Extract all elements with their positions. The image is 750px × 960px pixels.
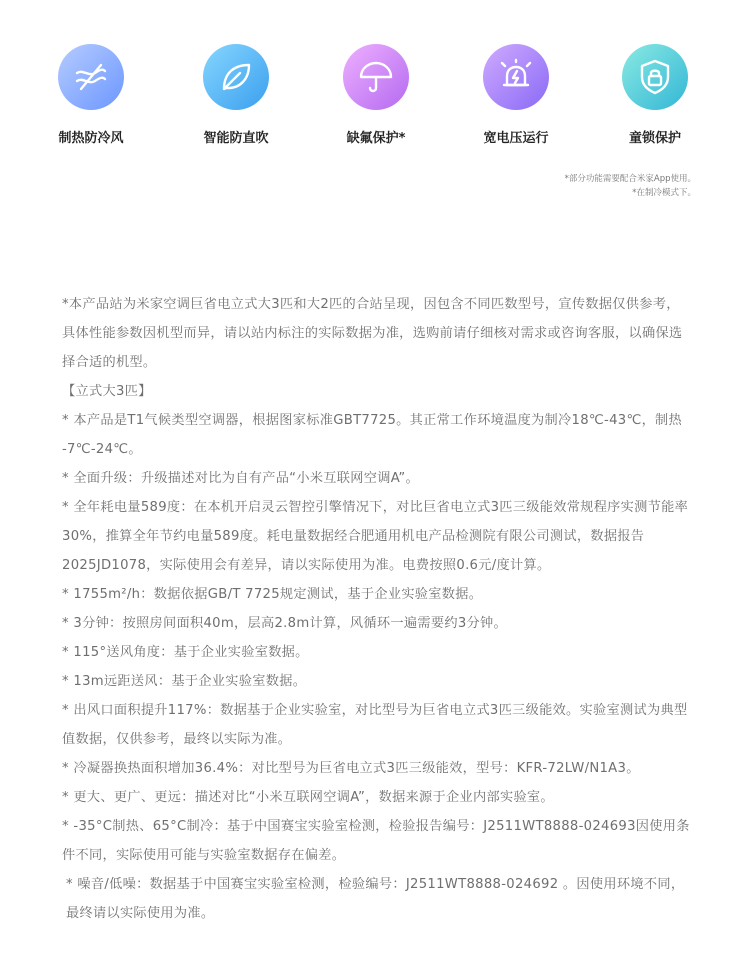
disclaimer-section-title: 【立式大3匹】	[62, 384, 152, 399]
alarm-bell-icon	[483, 44, 549, 110]
disclaimer-item: * 13m远距送风：基于企业实验室数据。	[62, 674, 307, 689]
feature-label: 智能防直吹	[203, 131, 269, 146]
feature-label: 缺氟保护*	[346, 131, 406, 146]
feature-label: 童锁保护	[628, 131, 681, 146]
disclaimer-item: * 冷凝器换热面积增加36.4%：对比型号为巨省电立式3匹三级能效，型号：KFR-72LW/N1A3。	[62, 761, 640, 776]
disclaimer-item: * -35°C制热、65°C制冷：基于中国赛宝实验室检测，检验报告编号：J2511WT8888-024693因使用条件不同，实际使用可能与实验室数据存在偏差。	[62, 819, 690, 863]
feature-label: 宽电压运行	[483, 131, 549, 146]
footnotes	[565, 172, 696, 200]
child-lock-icon	[622, 44, 688, 110]
disclaimer-item: * 115°送风角度：基于企业实验室数据。	[62, 645, 309, 660]
feature-child-lock	[585, 40, 725, 146]
feature-icons-row	[0, 40, 750, 150]
heat-anti-cold-wind-icon	[58, 44, 124, 110]
footnote-cooling-mode: *在制冷模式下。	[632, 188, 696, 198]
disclaimer-item: * 更大、更广、更远：描述对比“小米互联网空调A”，数据来源于企业内部实验室。	[62, 790, 554, 805]
footnote-app: *部分功能需要配合米家App使用。	[564, 174, 696, 184]
disclaimer-intro: *本产品站为米家空调巨省电立式大3匹和大2匹的合站呈现，因包含不同匹数型号，宣传数据仅供参考，具体性能参数因机型而异，请以站内标注的实际数据为准，选购前请仔细核对需求或咨询客服，以确保选择合适的机型。	[62, 297, 683, 370]
feature-smart-anti-direct-blow	[166, 40, 306, 146]
disclaimer-item: * 全年耗电量589度：在本机开启灵云智控引擎情况下，对比巨省电立式3匹三级能效常规程序实测节能率30%，推算全年节约电量589度。耗电量数据经合肥通用机电产品检测院有限公司测试，数据报告2025JD1078，实际使用会有差异，请以实际使用为准。电费按照0.6元/度计算。	[62, 500, 689, 573]
feature-label: 制热防冷风	[58, 131, 124, 146]
disclaimer-item: * 噪音/低噪：数据基于中国赛宝实验室检测，检验编号：J2511WT8888-024692 。因使用环境不同，最终请以实际使用为准。	[66, 877, 685, 921]
leaf-icon	[203, 44, 269, 110]
feature-refrigerant-protection	[306, 40, 446, 146]
disclaimer-item: * 全面升级：升级描述对比为自有产品“小米互联网空调A”。	[62, 471, 420, 486]
disclaimer-item: * 3分钟：按照房间面积40m，层高2.8m计算，风循环一遍需要约3分钟。	[62, 616, 507, 631]
disclaimer-item: * 1755m²/h：数据依据GB/T 7725规定测试，基于企业实验室数据。	[62, 587, 483, 602]
disclaimer-item: * 出风口面积提升117%：数据基于企业实验室，对比型号为巨省电立式3匹三级能效。实验室测试为典型值数据，仅供参考，最终以实际为准。	[62, 703, 688, 747]
disclaimer-item: * 本产品是T1气候类型空调器，根据图家标准GBT7725。其正常工作环境温度为制冷18℃-43℃，制热 -7℃-24℃。	[62, 413, 683, 457]
disclaimer-text	[62, 290, 692, 928]
feature-wide-voltage	[446, 40, 586, 146]
feature-heat-anti-cold-wind	[21, 40, 161, 146]
umbrella-icon	[343, 44, 409, 110]
